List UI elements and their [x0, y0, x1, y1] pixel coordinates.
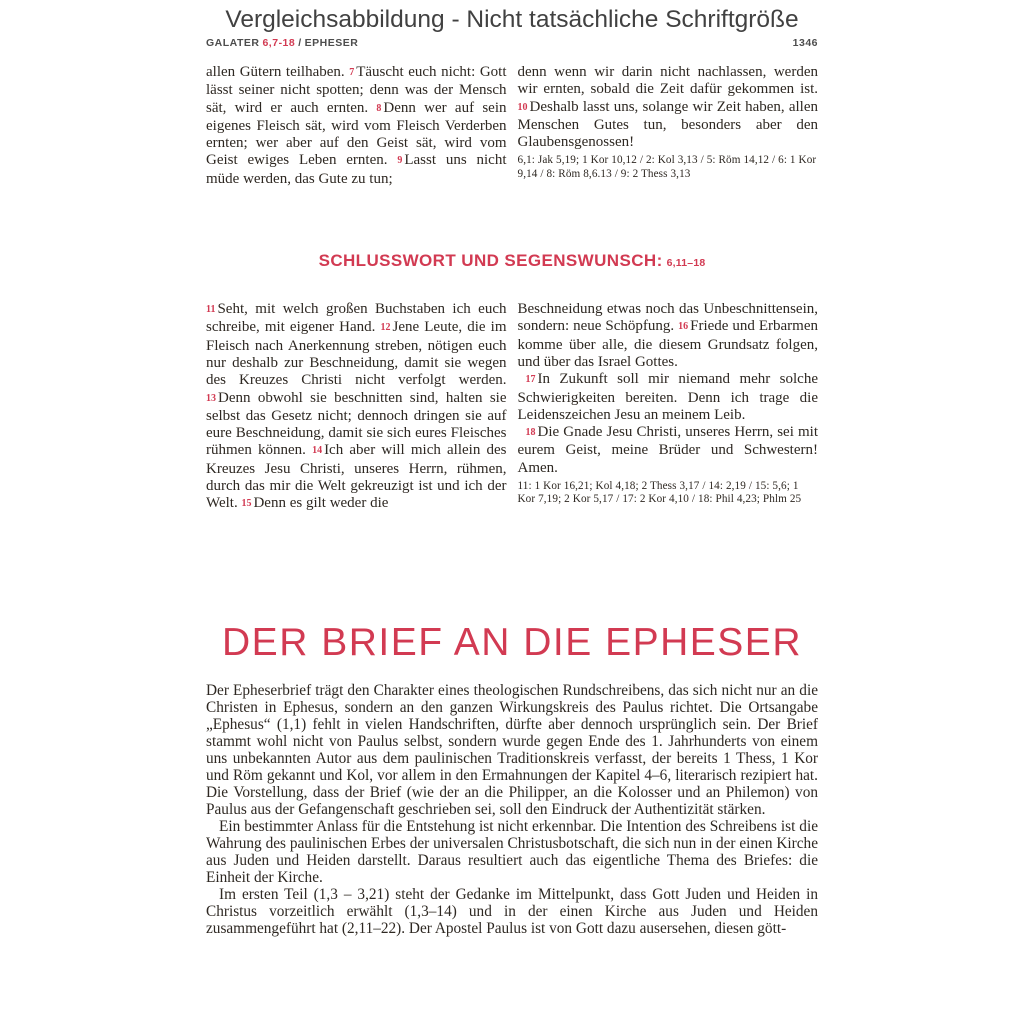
bible-text-block-2: [206, 301, 818, 514]
bible-paragraph: allen Gütern teilhaben. 7 Täuscht euch nicht: Gott lässt seiner nicht spotten; denn was der Mensch sät, wird er auch ernten. 8 Denn wer auf sein eigenes Fleisch sät, wird vom Fleisch Verderben ernten; wer aber auf den Geist sät, wird vom Geist ewiges Leben ernten. 9 Lasst uns nicht müde werden, das Gute zu tun;: [206, 64, 507, 187]
section-heading-verse-range: 6,11–18: [666, 257, 706, 270]
bible-text-block-1: [206, 64, 818, 188]
bible-column-left: [206, 64, 507, 188]
bible-column-left: [206, 301, 507, 514]
section-heading-label: SCHLUSSWORT UND SEGENSWUNSCH:: [318, 251, 663, 271]
bible-paragraph: denn wenn wir darin nicht nachlassen, werden wir ernten, sobald die Zeit dafür gekommen ist. 10 Deshalb lasst uns, solange wir Zeit haben, allen Menschen Gutes tun, besonders aber den Glaubensgenossen!: [517, 64, 818, 151]
book-title: DER BRIEF AN DIE EPHESER: [222, 620, 802, 664]
verse-number: 17: [525, 374, 536, 386]
verse-number: 14: [312, 445, 323, 457]
comparison-banner: Vergleichsabbildung - Nicht tatsächliche Schriftgröße: [225, 6, 799, 33]
verse-number: 15: [241, 498, 252, 510]
running-head-left: [206, 37, 361, 49]
verse-number: 9: [397, 155, 403, 167]
book-introduction: [206, 682, 818, 937]
intro-paragraph: Ein bestimmter Anlass für die Entstehung ist nicht erkennbar. Die Intention des Schreibens ist die Wahrung des paulinischen Erbes der universalen Christusbotschaft, die sich nun in der einen Kirche aus Juden und Heiden darstellt. Daraus resultiert auch das eigentliche Thema des Briefes: die Einheit der Kirche.: [206, 817, 818, 886]
bible-paragraph: 18 Die Gnade Jesu Christi, unseres Herrn, sei mit eurem Geist, meine Brüder und Schwestern! Amen.: [517, 424, 818, 476]
running-head-second-book: EPHESER: [304, 37, 359, 49]
bible-paragraph: Beschneidung etwas noch das Unbeschnittensein, sondern: neue Schöpfung. 16 Friede und Erbarmen komme über alle, die diesem Grundsatz folgen, und über das Israel Gottes.: [517, 301, 818, 370]
verse-number: 7: [349, 67, 355, 78]
page-number: 1346: [792, 37, 818, 49]
bible-column-right-text: [518, 301, 819, 477]
cross-references: 6,1: Jak 5,19; 1 Kor 10,12 / 2: Kol 3,13 / 5: Röm 14,12 / 6: 1 Kor 9,14 / 8: Röm 8,6.13 / 9: 2 Thess 3,13: [517, 154, 817, 180]
bible-paragraph: 17 In Zukunft soll mir niemand mehr solche Schwierigkeiten bereiten. Denn ich trage die Leidenszeichen Jesu an meinem Leib.: [517, 371, 818, 423]
verse-number: 16: [678, 321, 689, 333]
verse-number: 11: [206, 304, 216, 316]
verse-number: 13: [206, 392, 216, 404]
bible-column-right: [518, 64, 819, 188]
intro-paragraph: Der Epheserbrief trägt den Charakter eines theologischen Rundschreibens, das sich nicht nur an die Christen in Ephesus, sondern an den ganzen Wirkungskreis des Paulus richtet. Die Ortsangabe „Ephesus“ (1,1) fehlt in vielen Handschriften, dürfte aber dennoch ursprünglich sein. Der Brief stammt wohl nicht von Paulus selbst, sondern wurde gegen Ende des 1. Jahrhunderts von einem uns unbekannten Autor aus dem paulinischen Traditionskreis verfasst, der bereits 1 Thess, 1 Kor und Röm gekannt und Kol, vor allem in den Ermahnungen der Kapitel 4–6, literarisch rezipiert hat. Die Vorstellung, dass der Brief (wie der an die Philipper, an die Kolosser und an Philemon) von Paulus aus der Gefangenschaft geschrieben sei, soll den Eindruck der Authentizität stärken.: [206, 681, 818, 818]
verse-number: 18: [525, 427, 536, 439]
bible-paragraph: 11 Seht, mit welch großen Buchstaben ich euch schreibe, mit eigener Hand. 12 Jene Leute, die im Fleisch nach Anerkennung streben, nötigen euch nur deshalb zur Beschneidung, damit sie wegen des Kreuzes Christi nicht verfolgt werden. 13 Denn obwohl sie beschnitten sind, halten sie selbst das Gesetz nicht; dennoch dringen sie auf eure Beschneidung, damit sie sich eures Fleisches rühmen können. 14 Ich aber will mich allein des Kreuzes Jesu Christi, unseres Herrn, rühmen, durch das mir die Welt gekreuzigt ist und ich der Welt. 15 Denn es gilt weder die: [206, 301, 507, 512]
verse-number: 8: [376, 102, 382, 114]
running-head: [206, 37, 818, 49]
page-content: [206, 0, 818, 937]
running-head-separator: /: [298, 37, 302, 49]
bible-column-right-text: [518, 64, 819, 151]
bible-column-right: [518, 301, 819, 514]
running-head-book: GALATER: [206, 37, 260, 49]
intro-paragraph: Im ersten Teil (1,3 – 3,21) steht der Gedanke im Mittelpunkt, dass Gott Juden und Heiden in Christus vorzeitlich erwählt (1,3–14) und in der einen Kirche aus Juden und Heiden zusammengeführt hat (2,11–22). Der Apostel Paulus ist von Gott dazu ausersehen, diesen gött-: [206, 885, 818, 937]
verse-number: 10: [517, 101, 528, 113]
verse-number: 12: [380, 322, 391, 334]
cross-references: 11: 1 Kor 16,21; Kol 4,18; 2 Thess 3,17 / 14: 2,19 / 15: 5,6; 1 Kor 7,19; 2 Kor 5,17 / 17: 2 Kor 4,10 / 18: Phil 4,23; Phlm 25: [517, 480, 802, 506]
running-head-verse-range: 6,7-18: [262, 37, 296, 49]
section-heading: [206, 251, 818, 271]
